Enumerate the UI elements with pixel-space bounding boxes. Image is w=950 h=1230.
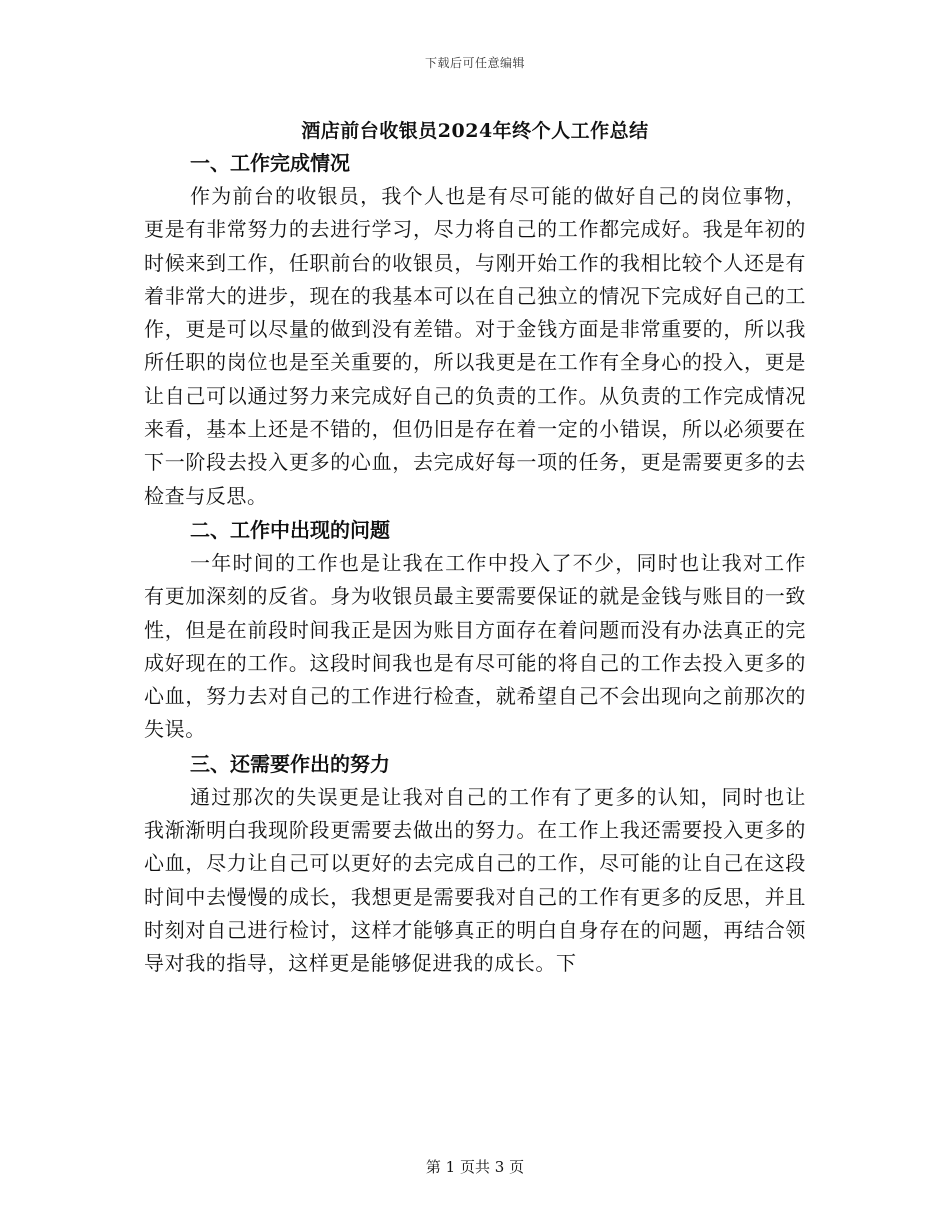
section-work-problems xyxy=(144,513,806,747)
section-paragraph: 作为前台的收银员，我个人也是有尽可能的做好自己的岗位事物，更是有非常努力的去进行学习，尽力将自己的工作都完成好。我是年初的时候来到工作，任职前台的收银员，与刚开始工作的我相比较个人还是有着非常大的进步，现在的我基本可以在自己独立的情况下完成好自己的工作，更是可以尽量的做到没有差错。对于金钱方面是非常重要的，所以我所任职的岗位也是至关重要的，所以我更是在工作有全身心的投入，更是让自己可以通过努力来完成好自己的负责的工作。从负责的工作完成情况来看，基本上还是不错的，但仍旧是存在着一定的小错误，所以必须要在下一阶段去投入更多的心血，去完成好每一项的任务，更是需要更多的去检查与反思。 xyxy=(144,184,806,508)
section-future-efforts xyxy=(144,747,806,981)
download-edit-note: 下载后可任意编辑 xyxy=(424,56,525,70)
section-heading: 三、还需要作出的努力 xyxy=(190,751,390,776)
section-paragraph: 通过那次的失误更是让我对自己的工作有了更多的认知，同时也让我渐渐明白我现阶段更需要去做出的努力。在工作上我还需要投入更多的心血，尽力让自己可以更好的去完成自己的工作，尽可能的让自己在这段时间中去慢慢的成长，我想更是需要我对自己的工作有更多的反思，并且时刻对自己进行检讨，这样才能够真正的明白自身存在的问题，再结合领导对我的指导，这样更是能够促进我的成长。下 xyxy=(144,784,806,976)
section-paragraph: 一年时间的工作也是让我在工作中投入了不少，同时也让我对工作有更加深刻的反省。身为收银员最主要需要保证的就是金钱与账目的一致性，但是在前段时间我正是因为账目方面存在着问题而没有办法真正的完成好现在的工作。这段时间我也是有尽可能的将自己的工作去投入更多的心血，努力去对自己的工作进行检查，就希望自己不会出现向之前那次的失误。 xyxy=(144,550,806,742)
section-heading: 一、工作完成情况 xyxy=(190,151,350,175)
section-heading: 二、工作中出现的问题 xyxy=(190,517,390,542)
document-title: 酒店前台收银员2024年终个人工作总结 xyxy=(301,120,649,142)
page-indicator: 第 1 页共 3 页 xyxy=(425,1158,525,1176)
section-work-completion xyxy=(144,146,806,513)
document-body xyxy=(144,146,806,981)
